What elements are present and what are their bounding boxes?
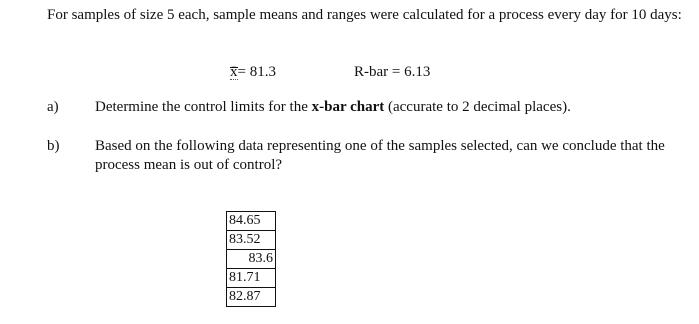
table-row — [227, 231, 276, 250]
sample-value-cell: 81.71 — [227, 269, 276, 288]
sample-value-cell: 83.6 — [227, 250, 276, 269]
question-b-text: Based on the following data representing one of the samples selected, can we conclude that the process mean is out of control? — [95, 138, 665, 173]
sample-value-cell: 84.65 — [227, 212, 276, 231]
sample-value-cell: 83.52 — [227, 231, 276, 250]
question-b-letter: b) — [47, 138, 60, 154]
question-a-text-end: (accurate to 2 decimal places). — [384, 99, 571, 115]
rbar-value: R-bar = 6.13 — [354, 64, 431, 80]
xbar-value — [230, 64, 276, 81]
sample-value-cell: 82.87 — [227, 288, 276, 307]
question-a-bold-term: x-bar chart — [311, 99, 385, 115]
xbar-symbol: x̄ — [230, 64, 238, 80]
sample-data-table — [226, 211, 276, 307]
question-a-text-start: Determine the control limits for the — [95, 99, 312, 115]
table-row — [227, 269, 276, 288]
table-row — [227, 250, 276, 269]
problem-intro: For samples of size 5 each, sample means and ranges were calculated for a process every day for 10 days: — [47, 7, 682, 23]
xbar-equation: = 81.3 — [237, 64, 276, 80]
question-a-text — [95, 98, 687, 117]
sample-data-body — [227, 212, 276, 307]
question-b — [47, 137, 687, 175]
table-row — [227, 212, 276, 231]
question-a — [47, 98, 687, 117]
question-a-letter: a) — [47, 99, 59, 115]
table-row — [227, 288, 276, 307]
